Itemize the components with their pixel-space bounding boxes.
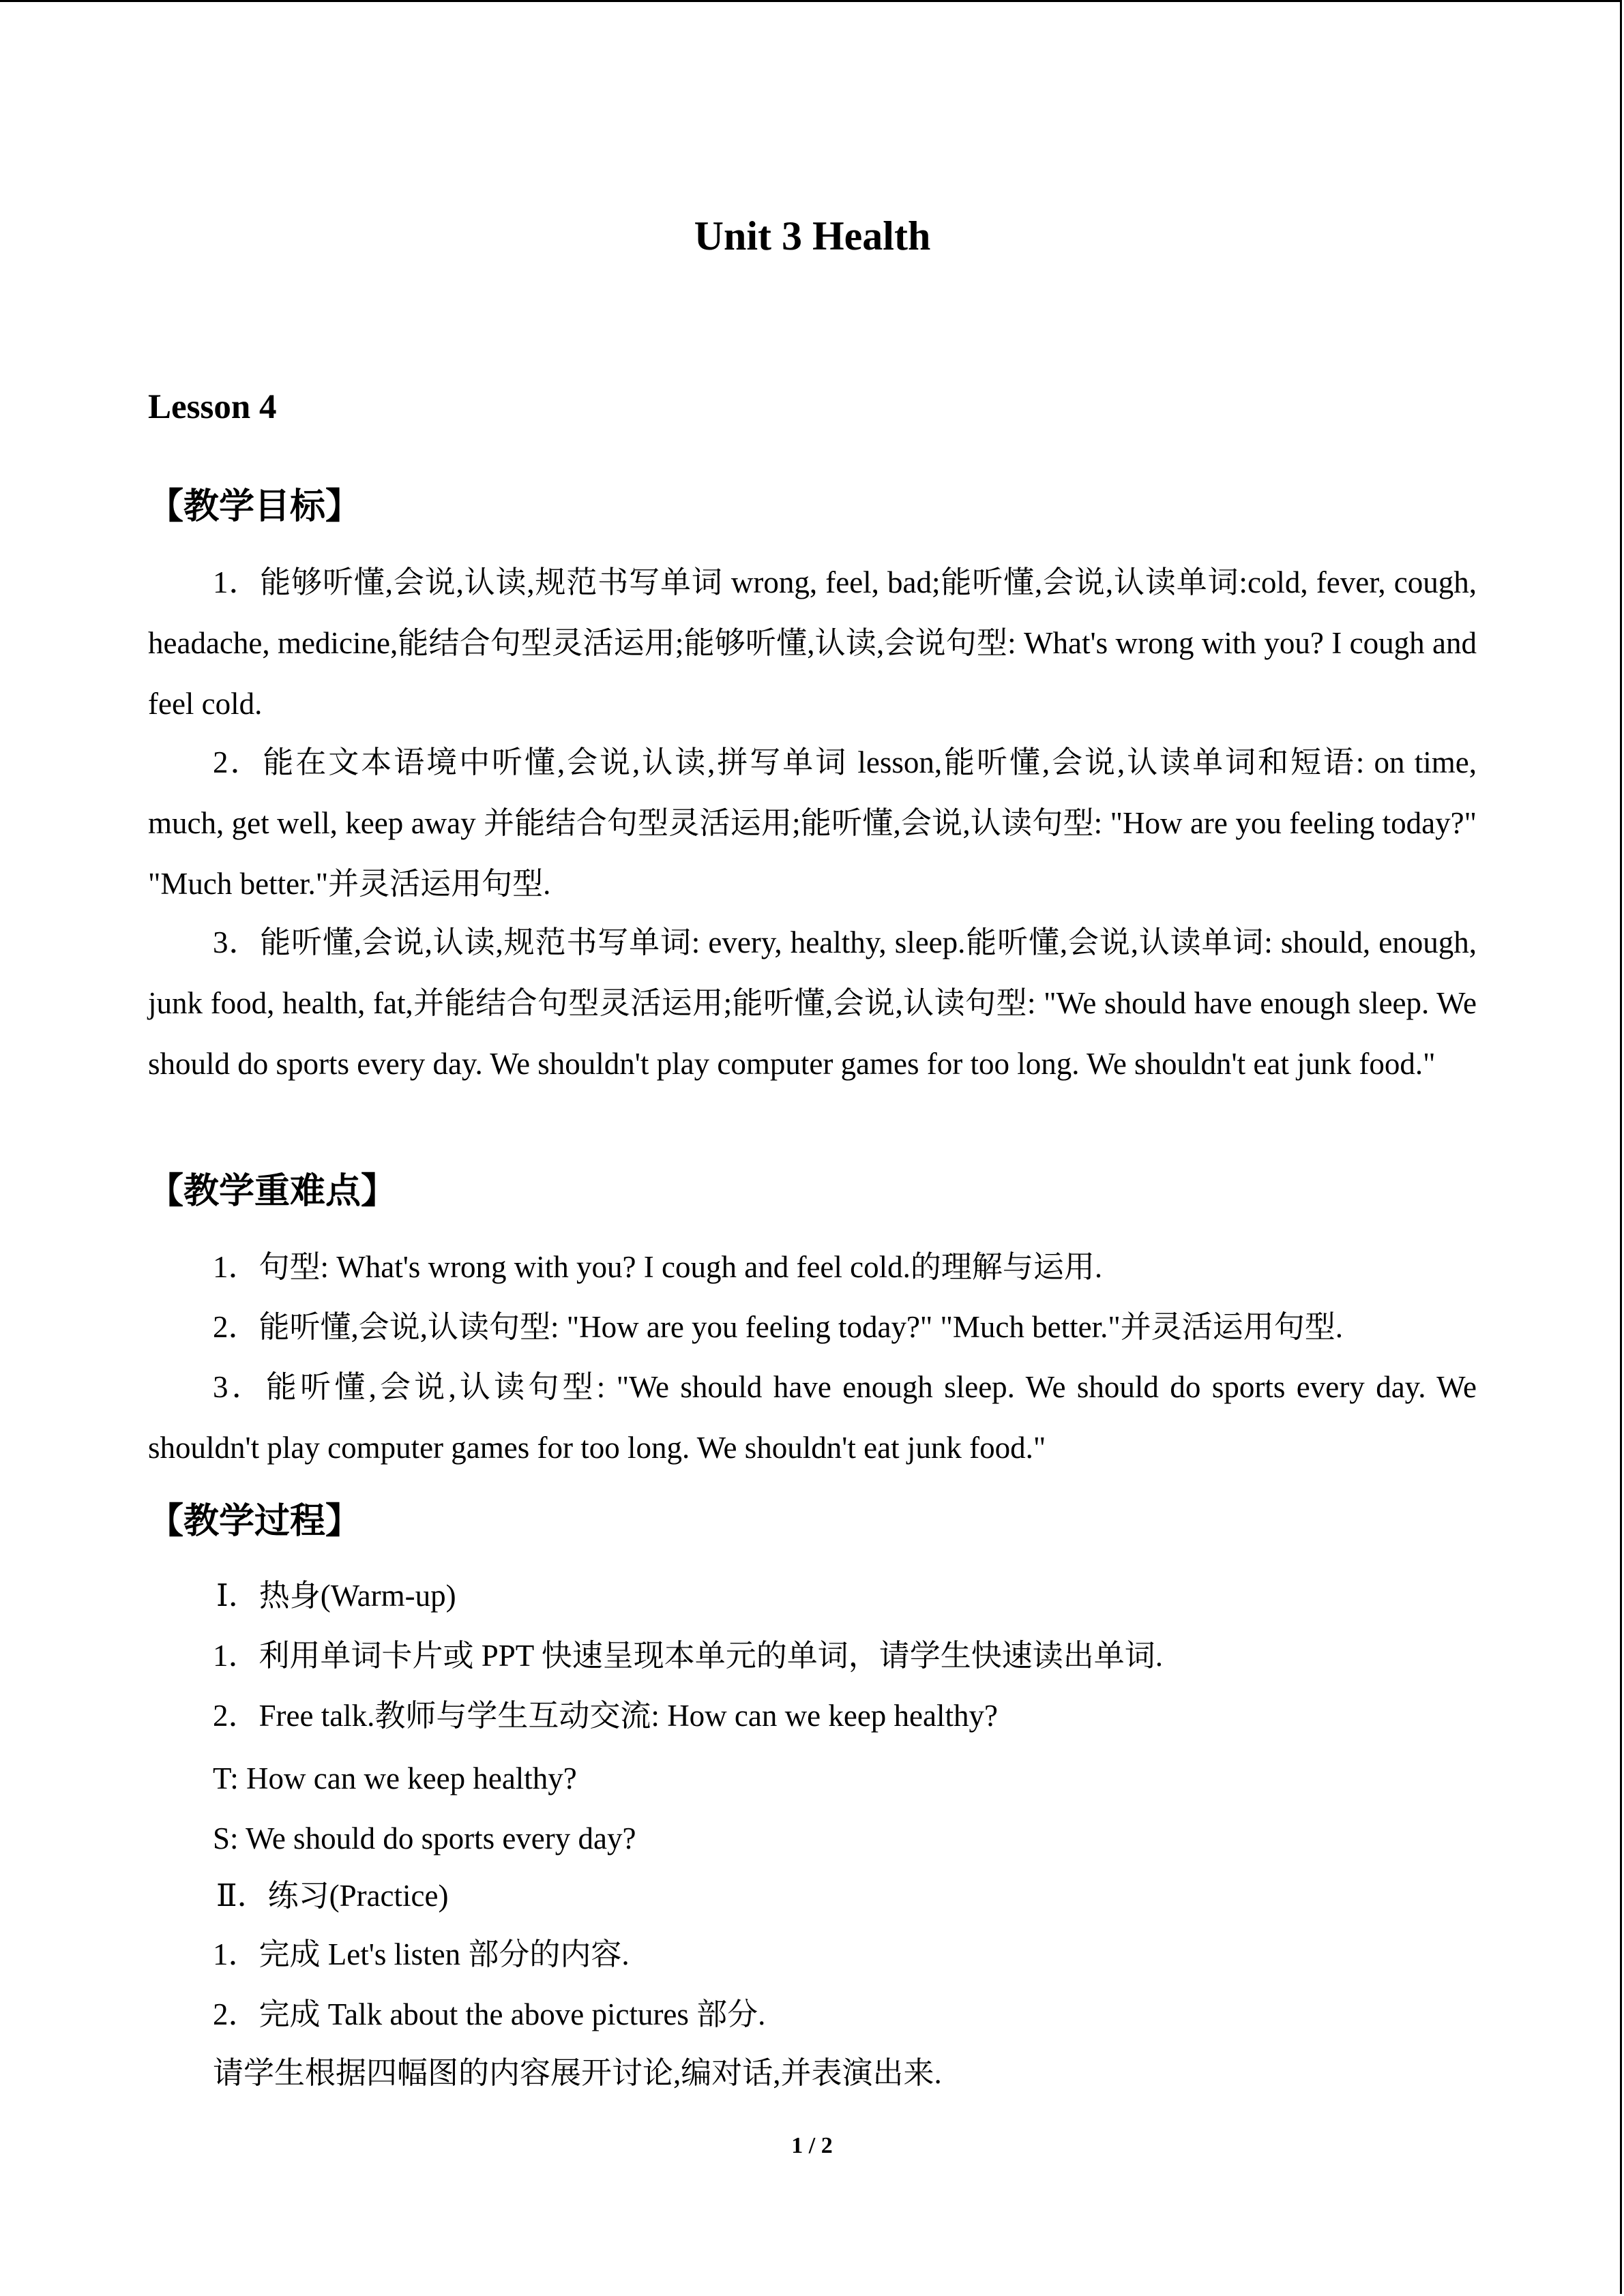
document-title: Unit 3 Health	[694, 213, 931, 258]
key-point-item-1: 1．句型: What's wrong with you? I cough and feel cold.的理解与运用.	[213, 1250, 1103, 1284]
objectives-heading: 【教学目标】	[148, 486, 361, 527]
key-points-heading: 【教学重难点】	[148, 1171, 397, 1212]
process-line-student: S: We should do sports every day?	[213, 1821, 636, 1855]
lesson-heading: Lesson 4	[148, 388, 277, 426]
page-indicator: 1 / 2	[791, 2133, 833, 2158]
key-point-item-3: 3．能听懂,会说,认读句型: "We should have enough sleep. We should do sports every day. We shouldn't play computer games for too long. We shouldn't eat junk food."	[148, 1370, 1477, 1465]
process-line-teacher: T: How can we keep healthy?	[213, 1761, 577, 1795]
process-line-3: 1．完成 Let's listen 部分的内容.	[213, 1937, 630, 1971]
process-line-warmup: Ⅰ．热身(Warm-up)	[216, 1579, 456, 1613]
process-line-2: 2．Free talk.教师与学生互动交流: How can we keep healthy?	[213, 1699, 998, 1733]
process-line-1: 1．利用单词卡片或 PPT 快速呈现本单元的单词，请学生快速读出单词.	[213, 1639, 1163, 1673]
objective-item-2: 2．能在文本语境中听懂,会说,认读,拼写单词 lesson,能听懂,会说,认读单词和短语: on time, much, get well, keep away 并能结合句型灵活运用;能听懂,会说,认读句型: "How are you feeling today?" "Much better."并灵活运用句型.	[148, 745, 1477, 901]
process-line-4: 2．完成 Talk about the above pictures 部分.	[213, 1997, 766, 2031]
objective-item-1: 1．能够听懂,会说,认读,规范书写单词 wrong, feel, bad;能听懂,会说,认读单词:cold, fever, cough, headache, medicine,能结合句型灵活运用;能够听懂,认读,会说句型: What's wrong with you? I cough and feel cold.	[148, 565, 1477, 721]
process-line-practice: Ⅱ．练习(Practice)	[216, 1879, 449, 1913]
objective-item-3: 3．能听懂,会说,认读,规范书写单词: every, healthy, sleep.能听懂,会说,认读单词: should, enough, junk food, health, fat,并能结合句型灵活运用;能听懂,会说,认读句型: "We should have enough sleep. We should do sports every day. We shouldn't play computer games for too long. We shouldn't eat junk food."	[148, 925, 1477, 1081]
key-point-item-2: 2．能听懂,会说,认读句型: "How are you feeling today?" "Much better."并灵活运用句型.	[213, 1310, 1343, 1344]
process-heading: 【教学过程】	[148, 1501, 361, 1542]
process-line-5: 请学生根据四幅图的内容展开讨论,编对话,并表演出来.	[213, 2056, 942, 2090]
